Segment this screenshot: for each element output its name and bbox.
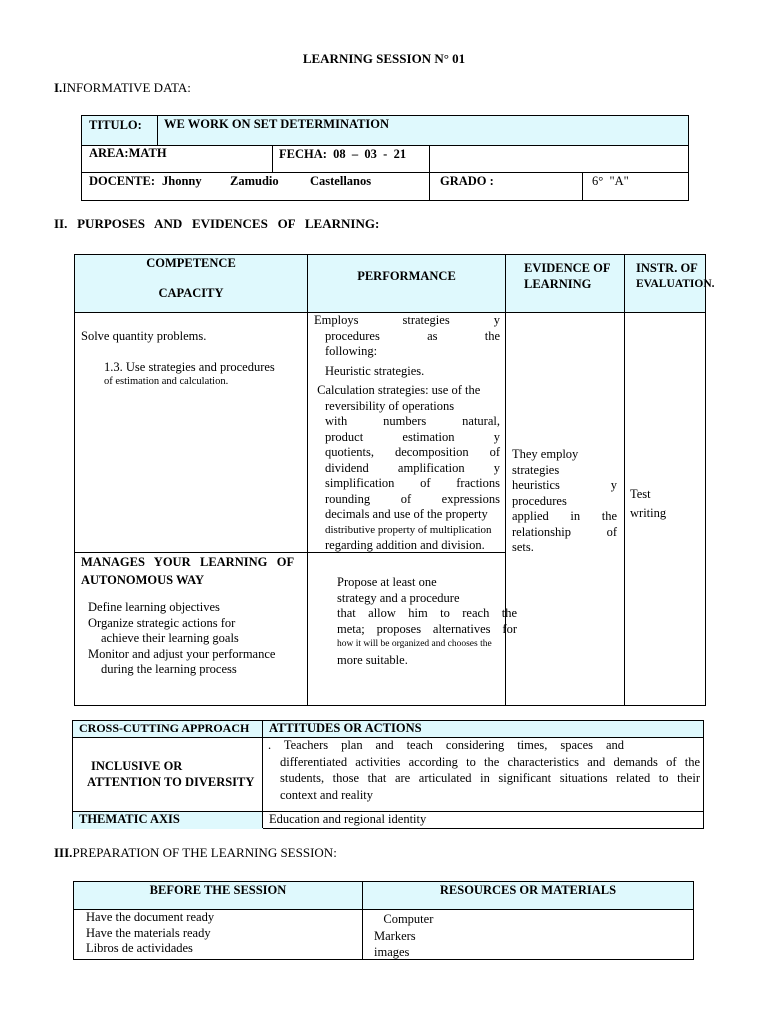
header-evidence: EVIDENCE OF LEARNING <box>524 261 611 291</box>
header-cross-cutting: CROSS-CUTTING APPROACH <box>79 721 250 735</box>
header-capacity: CAPACITY <box>158 286 224 300</box>
capacity-estimation-sub: of estimation and calculation. <box>104 376 229 387</box>
docente-name-middle: Zamudio <box>230 174 279 188</box>
before-item: Libros de actividades <box>86 941 193 955</box>
section-informative-heading <box>54 80 191 96</box>
before-item: Have the document ready <box>86 910 215 924</box>
before-session-list <box>86 910 214 957</box>
resource-item: Markers <box>374 928 416 943</box>
docente-name-first: Jhonny <box>162 174 202 188</box>
approach-inclusive: INCLUSIVE OR ATTENTION TO DIVERSITY <box>87 759 255 789</box>
informative-data-table <box>81 115 689 201</box>
section-number: I. <box>54 80 63 95</box>
header-attitudes: ATTITUDES OR ACTIONS <box>269 721 422 735</box>
grado-label: GRADO : <box>440 174 494 188</box>
capacity-estimation: 1.3. Use strategies and procedures <box>104 360 275 374</box>
cross-cutting-table <box>72 720 704 829</box>
evidence-description: They employ strategies heuristics y procedures applied in the relationship of sets. <box>512 447 617 554</box>
docente-label: DOCENTE: <box>89 174 155 188</box>
before-item: Have the materials ready <box>86 925 211 940</box>
header-competence: COMPETENCE <box>146 256 236 270</box>
area-field: AREA:MATH <box>89 146 167 160</box>
competence-manages-learning: MANAGES YOUR LEARNING OF AUTONOMOUS WAY <box>81 555 295 587</box>
competence-solve-quantity: Solve quantity problems. <box>81 329 207 343</box>
preparation-table <box>73 881 694 960</box>
titulo-value: WE WORK ON SET DETERMINATION <box>164 117 390 131</box>
grado-value: 6° "A" <box>592 174 629 188</box>
section-label: PREPARATION OF THE LEARNING SESSION: <box>72 845 337 860</box>
capacity-manage-list <box>88 600 328 678</box>
section-number: III. <box>54 845 73 860</box>
resource-item: Computer <box>374 912 434 926</box>
docente-name-last: Castellanos <box>310 174 372 188</box>
resource-item: images <box>374 945 410 959</box>
capacity-item: during the learning process <box>101 662 237 676</box>
section-purposes-heading: II. PURPOSES AND EVIDENCES OF LEARNING: <box>54 216 380 231</box>
capacity-item: Define learning objectives <box>88 600 220 614</box>
thematic-axis-value: Education and regional identity <box>269 812 427 826</box>
instrument-description: Test writing <box>630 487 667 520</box>
header-resources: RESOURCES OR MATERIALS <box>439 883 617 897</box>
header-performance: PERFORMANCE <box>357 269 456 283</box>
fecha-field: FECHA: 08 – 03 - 21 <box>279 147 407 161</box>
titulo-label: TITULO: <box>89 118 142 132</box>
purposes-table <box>74 254 715 706</box>
resources-list <box>374 911 433 961</box>
section-preparation-heading <box>54 845 337 861</box>
page-title: LEARNING SESSION N° 01 <box>302 51 466 66</box>
section-label: INFORMATIVE DATA: <box>62 80 191 95</box>
performance-strategies: Employs strategies y procedures as the following: Heuristic strategies. Calculation strategies: use of the reversibility of operations with numbers natural, product estimation y quotients, decomposition of dividend amplification y simplification of fractions rounding of expressions decimals and use of the property distributive property of multiplication regarding addition and division. <box>314 313 500 552</box>
header-instrument: INSTR. OF EVALUATION. <box>636 261 715 290</box>
capacity-item: Monitor and adjust your performance <box>88 646 276 661</box>
performance-propose: Propose at least one strategy and a procedure that allow him to reach the meta; proposes alternatives for how it will be organized and chooses the more suitable. <box>337 575 517 667</box>
capacity-item: achieve their learning goals <box>101 631 239 645</box>
header-before-session: BEFORE THE SESSION <box>149 883 287 897</box>
capacity-item: Organize strategic actions for <box>88 615 236 630</box>
attitudes-description: . Teachers plan and teach considering times, spaces and differentiated activities according to the characteristics and demands of the students, those that are articulated in significant situations related to their context and reality <box>268 738 700 802</box>
thematic-axis-label: THEMATIC AXIS <box>79 812 180 826</box>
